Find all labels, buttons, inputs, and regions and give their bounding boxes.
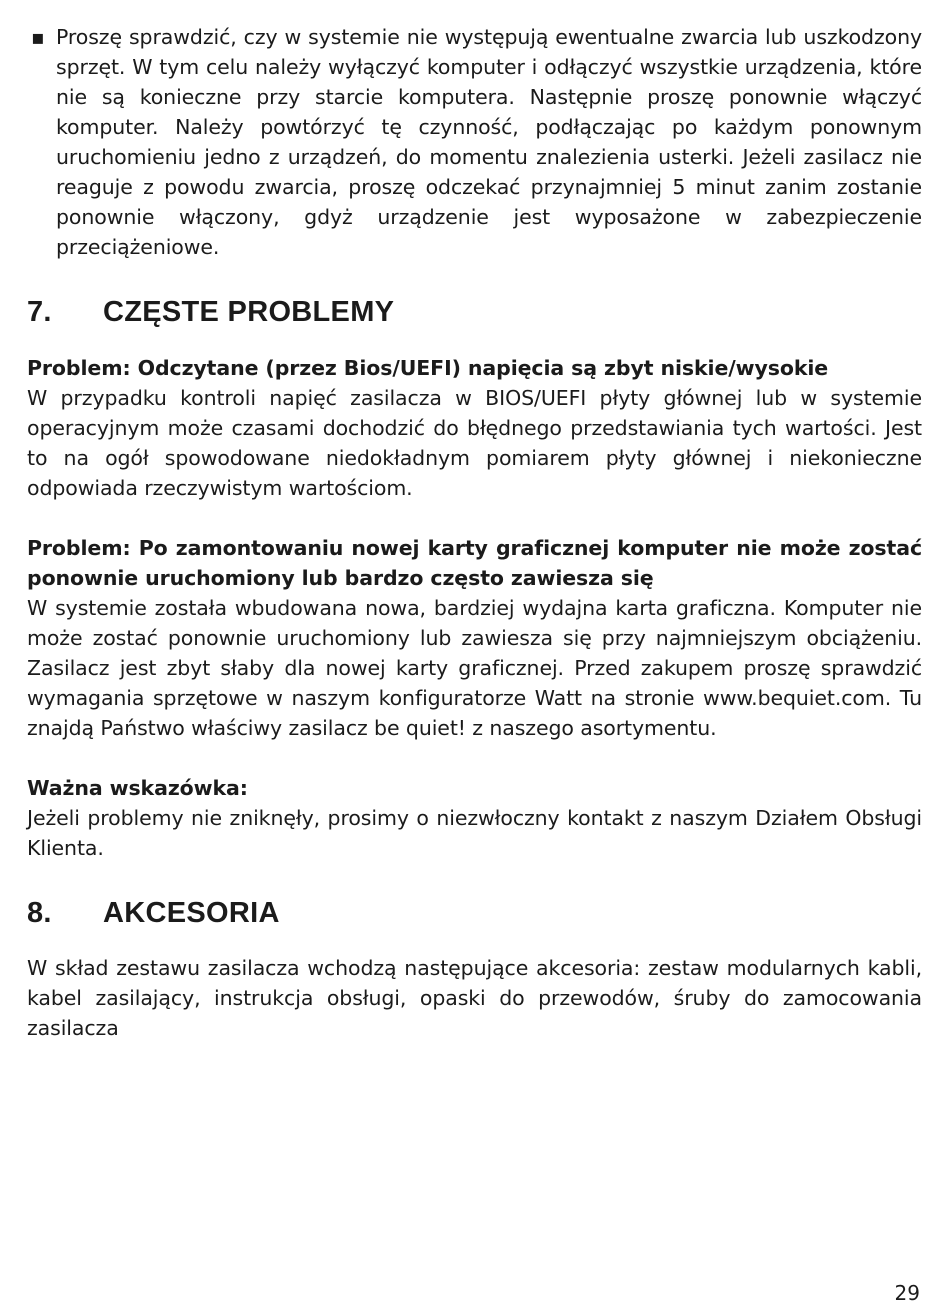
section-8-title: AKCESORIA [103,897,280,929]
bullet-marker: ▪ [31,25,45,49]
important-note-heading: Ważna wskazówka: [27,776,248,800]
section-7-title: CZĘSTE PROBLEMY [103,296,395,328]
problem-1-body: W przypadku kontroli napięć zasilacza w BIOS/UEFI płyty głównej lub w systemie operacyjnym może czasami dochodzić do błędnego przedstawiania tych wartości. Jest to na ogół spowodowane niedokładnym pomiarem płyty głównej i niekonieczne odpowiada rzeczywistym wartościom. [27,386,922,500]
problem-2-body: W systemie została wbudowana nowa, bardziej wydajna karta graficzna. Komputer nie może zostać ponownie uruchomiony lub zawiesza się przy najmniejszym obciążeniu. Zasilacz jest zbyt słaby dla nowej karty graficznej. Przed zakupem proszę sprawdzić wymagania sprzętowe w naszym konfiguratorze Watt na stronie www.bequiet.com. Tu znajdą Państwo właściwy zasilacz be quiet! z naszego asortymentu. [27,596,922,740]
bullet-list-item [27,22,922,262]
problem-1-heading: Problem: Odczytane (przez Bios/UEFI) napięcia są zbyt niskie/wysokie [27,356,829,380]
page-number: 29 [894,1281,920,1305]
problem-2-heading: Problem: Po zamontowaniu nowej karty graficznej komputer nie może zostać ponownie uruchomiony lub bardzo często zawiesza się [27,536,922,590]
bullet-paragraph-text: Proszę sprawdzić, czy w systemie nie występują ewentualne zwarcia lub uszkodzony sprzęt. W tym celu należy wyłączyć komputer i odłączyć wszystkie urządzenia, które nie są konieczne przy starcie komputera. Następnie proszę ponownie włączyć komputer. Należy powtórzyć tę czynność, podłączając po każdym ponownym uruchomieniu jedno z urządzeń, do momentu znalezienia usterki. Jeżeli zasilacz nie reaguje z powodu zwarcia, proszę odczekać przynajmniej 5 minut zanim zostanie ponownie włączony, gdyż urządzenie jest wyposażone w zabezpieczenie przeciążeniowe. [56,25,922,259]
manual-page [27,22,922,1043]
section-7-number: 7. [27,296,52,328]
section-8-body: W skład zestawu zasilacza wchodzą następujące akcesoria: zestaw modularnych kabli, kabel zasilający, instrukcja obsługi, opaski do przewodów, śruby do zamocowania zasilacza [27,956,922,1040]
section-8-number: 8. [27,897,52,929]
section-7-heading [27,296,922,329]
important-note-body: Jeżeli problemy nie zniknęły, prosimy o niezwłoczny kontakt z naszym Działem Obsługi Klienta. [27,806,922,860]
section-8-heading [27,897,922,930]
